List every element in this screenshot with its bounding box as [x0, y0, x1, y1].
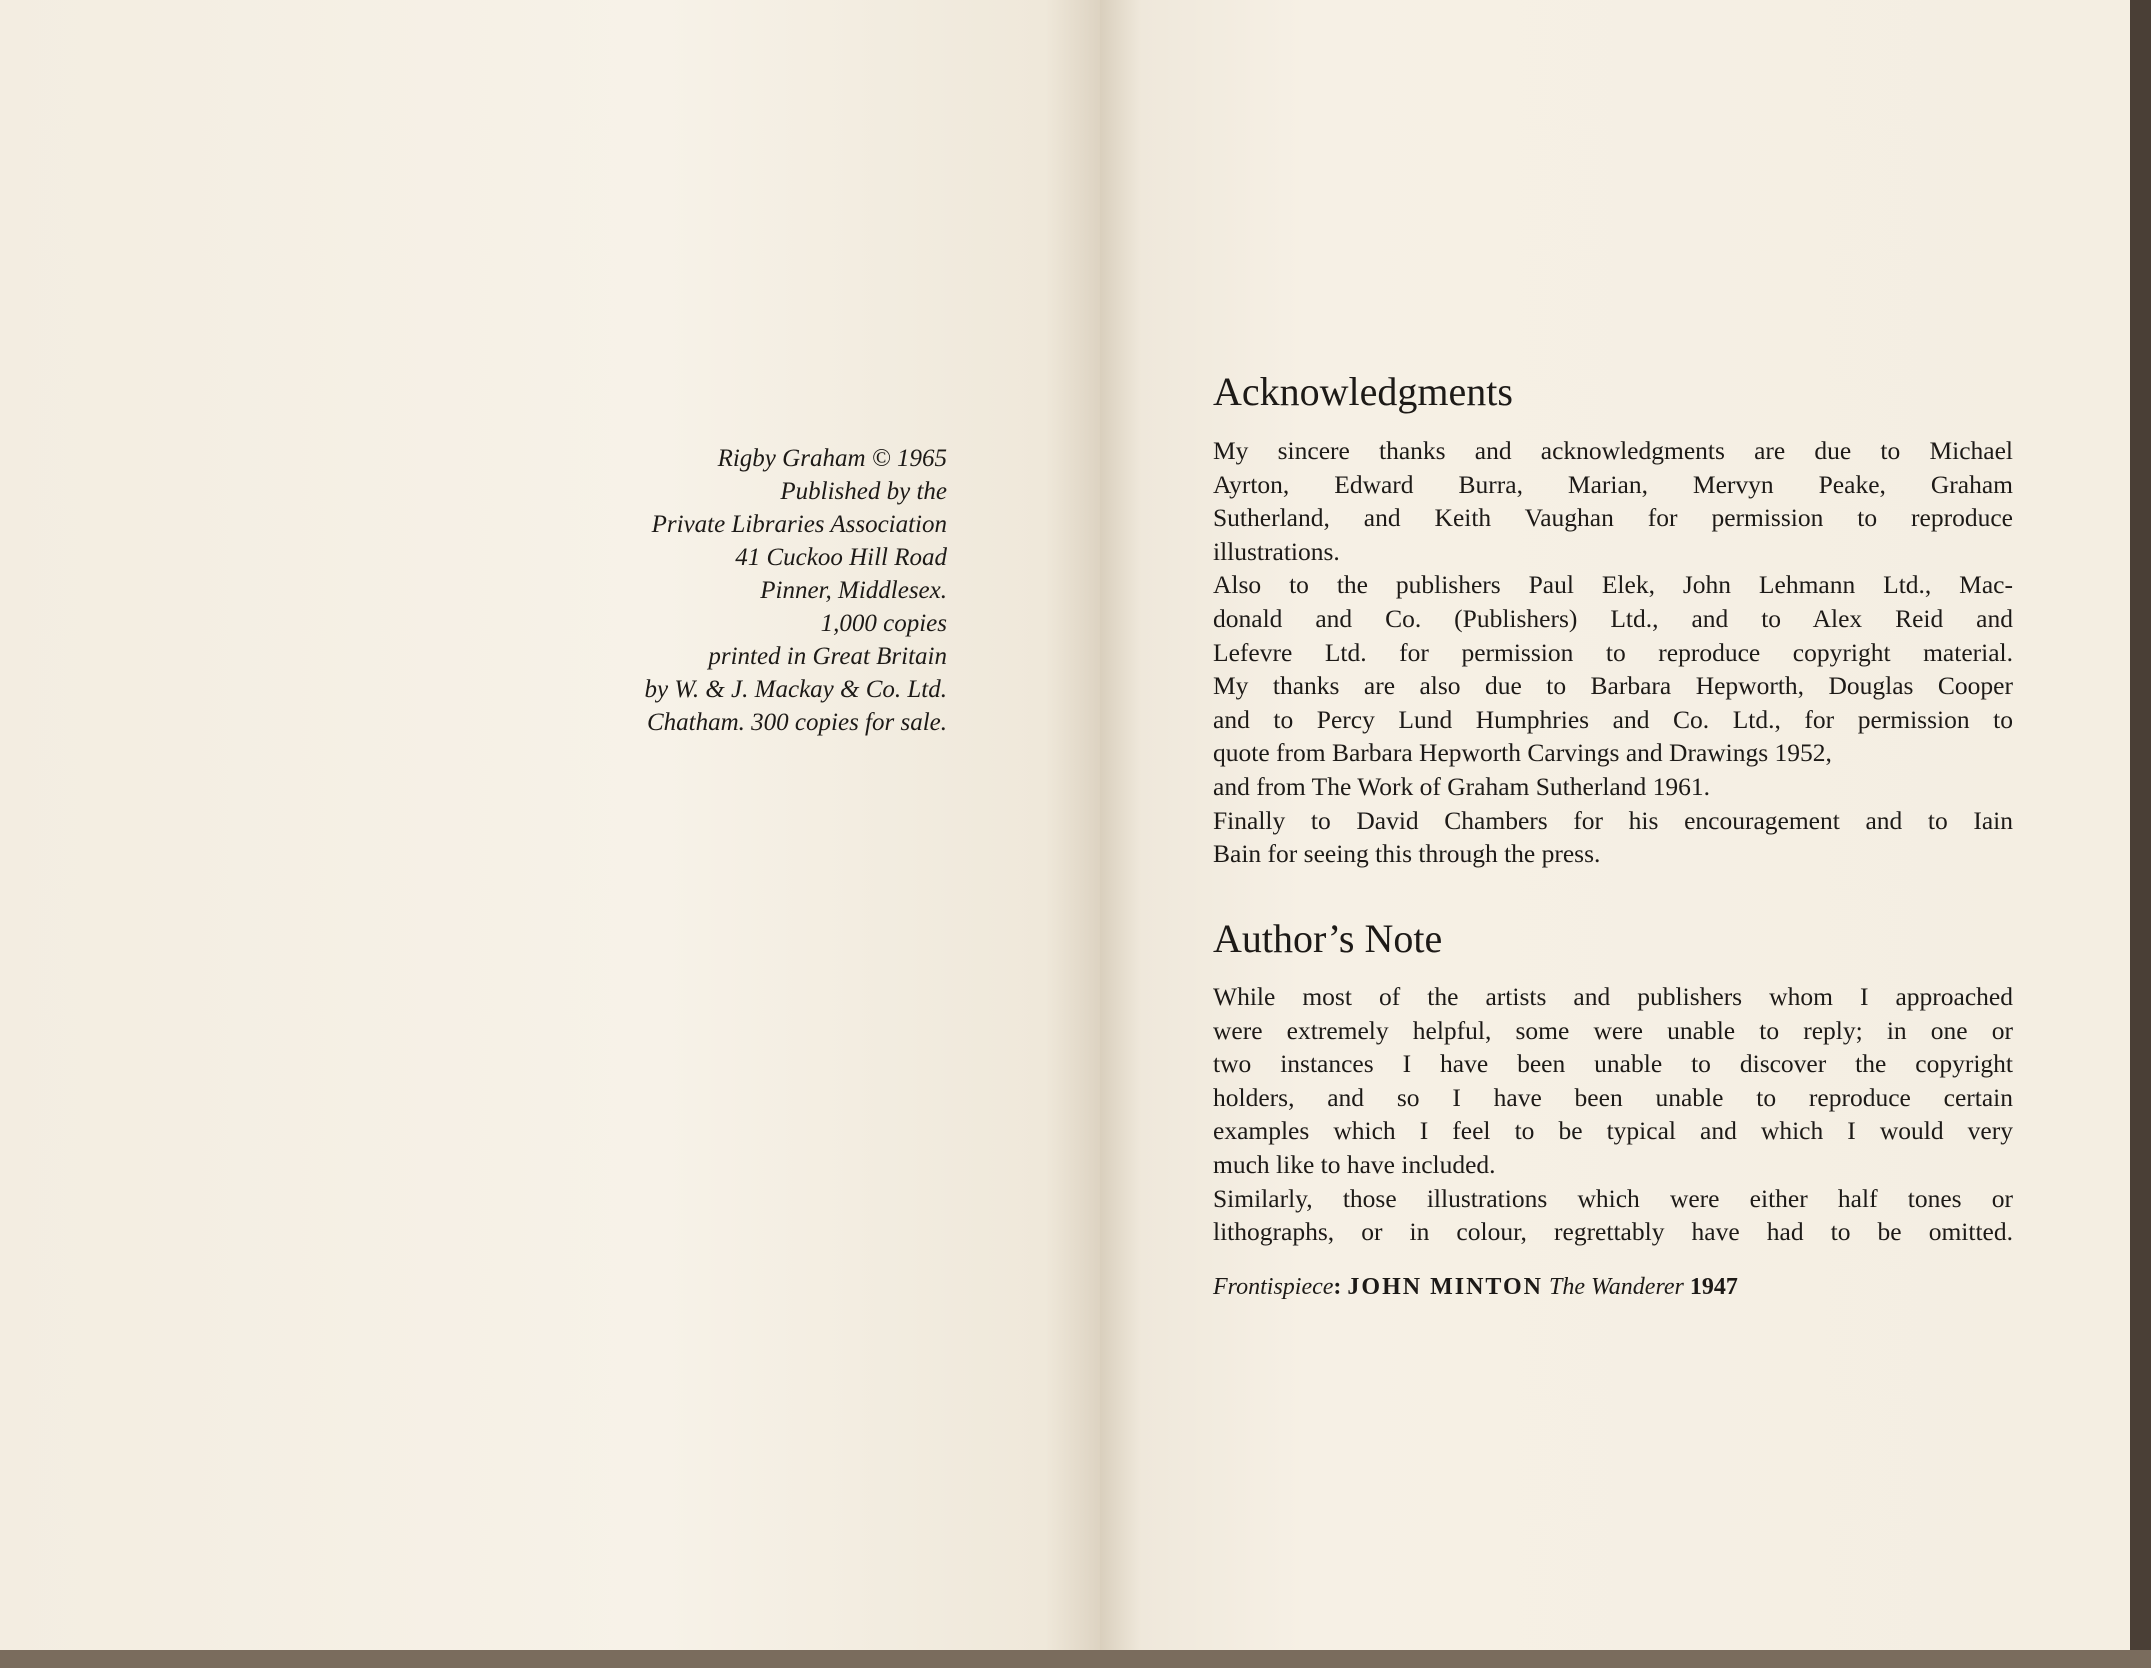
body-line: much like to have included. [1213, 1149, 1496, 1179]
body-line: My sincere thanks and acknowledgments are due to Michael [1213, 436, 2013, 465]
acknowledgments-heading: Acknowledgments [1213, 369, 1513, 414]
body-line: donald and Co. (Publishers) Ltd., and to Alex Reid and [1213, 603, 2013, 633]
frontispiece-title: The Wanderer [1549, 1274, 1684, 1300]
colophon-line: Private Libraries Association [651, 511, 947, 538]
body-line: lithographs, or in colour, regrettably have had to be omitted. [1213, 1217, 2013, 1247]
body-line: Lefevre Ltd. for permission to reproduce copyright material. [1213, 637, 2013, 667]
authors-note-body [1213, 980, 2013, 1249]
frontispiece-colon: : [1333, 1274, 1348, 1300]
colophon-line: 41 Cuckoo Hill Road [735, 544, 947, 571]
body-line: Sutherland, and Keith Vaughan for permission to reproduce [1213, 503, 2013, 533]
frontispiece-label: Frontispiece [1213, 1274, 1334, 1300]
frontispiece-artist: JOHN MINTON [1347, 1274, 1543, 1300]
body-line: holders, and so I have been unable to reproduce certain [1213, 1082, 2013, 1112]
body-line: Finally to David Chambers for his encouragement and to Iain [1213, 805, 2013, 835]
body-line: two instances I have been unable to discover the copyright [1213, 1049, 2013, 1079]
body-line: Similarly, those illustrations which were either half tones or [1213, 1183, 2013, 1213]
frontispiece-year: 1947 [1689, 1274, 1738, 1300]
colophon-line: by W. & J. Mackay & Co. Ltd. [644, 676, 947, 703]
book-edge [2130, 0, 2151, 1668]
body-line: and to Percy Lund Humphries and Co. Ltd., for permission to [1213, 704, 2013, 734]
colophon-line: printed in Great Britain [708, 643, 947, 670]
colophon-line: Rigby Graham © 1965 [717, 445, 947, 472]
body-line: Also to the publishers Paul Elek, John Lehmann Ltd., Mac- [1213, 570, 2013, 600]
body-line: My thanks are also due to Barbara Hepworth, Douglas Cooper [1213, 671, 2013, 701]
body-line: and from The Work of Graham Sutherland 1961. [1213, 771, 1710, 801]
colophon-line: Chatham. 300 copies for sale. [647, 709, 947, 736]
colophon [644, 442, 947, 739]
frontispiece-caption [1213, 1274, 1738, 1301]
book-bottom-edge [0, 1650, 2151, 1668]
body-line: were extremely helpful, some were unable to reply; in one or [1213, 1015, 2013, 1045]
body-line: illustrations. [1213, 536, 1340, 566]
body-line: While most of the artists and publishers whom I approached [1213, 982, 2013, 1011]
body-line: examples which I feel to be typical and which I would very [1213, 1116, 2013, 1146]
colophon-line: Published by the [780, 478, 947, 505]
body-line: Ayrton, Edward Burra, Marian, Mervyn Peake, Graham [1213, 469, 2013, 499]
body-line: Bain for seeing this through the press. [1213, 839, 1601, 869]
body-line: quote from Barbara Hepworth Carvings and Drawings 1952, [1213, 738, 1832, 768]
acknowledgments-body [1213, 434, 2013, 871]
colophon-line: 1,000 copies [820, 610, 947, 637]
authors-note-heading: Author’s Note [1213, 916, 1443, 961]
colophon-line: Pinner, Middlesex. [760, 577, 947, 604]
